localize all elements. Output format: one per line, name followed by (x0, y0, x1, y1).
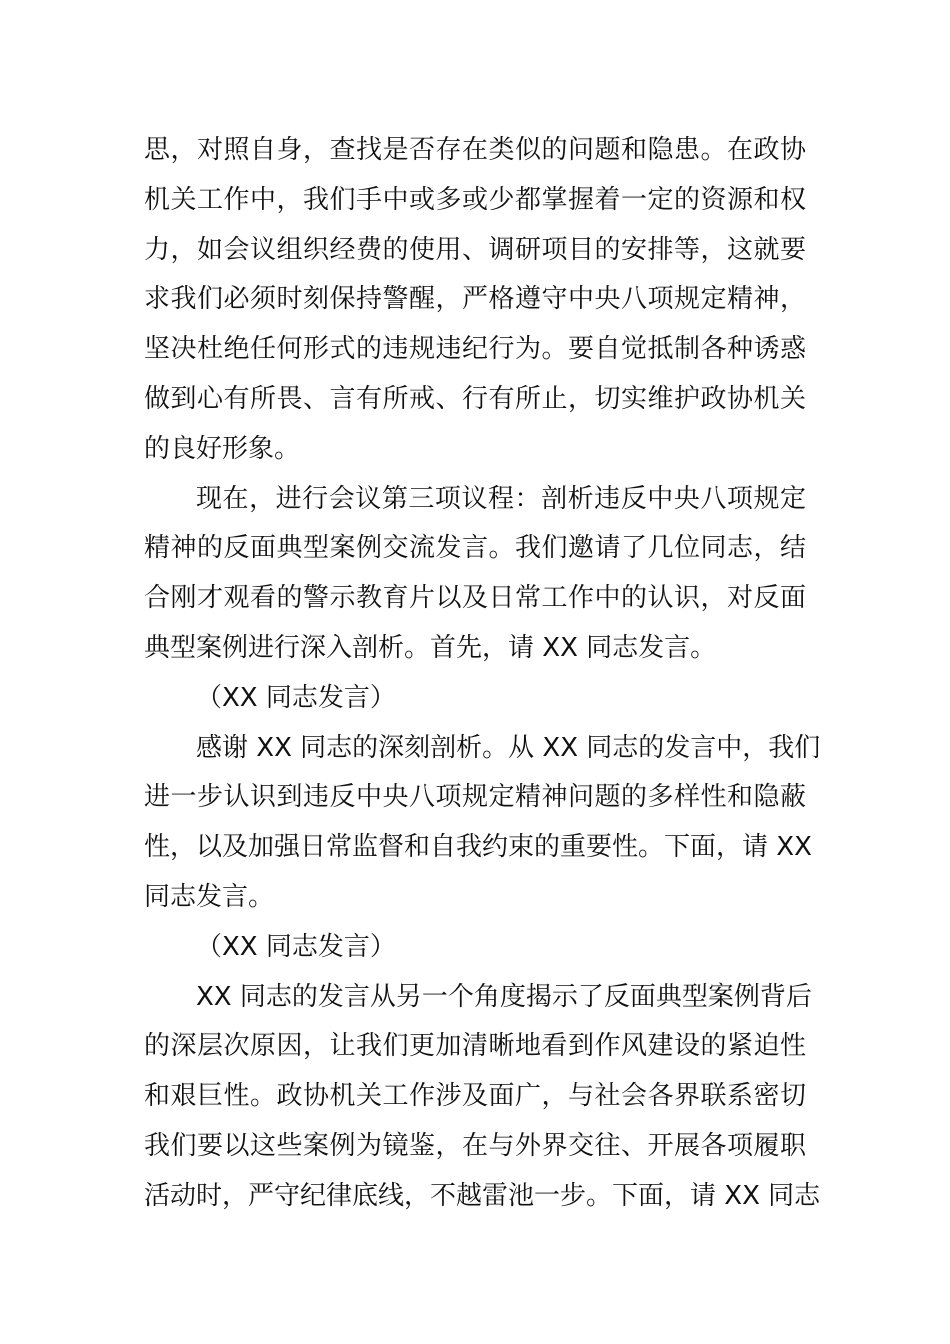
text-line: 合刚才观看的警示教育片以及日常工作中的认识，对反面 (144, 583, 806, 614)
paragraph-deeper-causes (144, 973, 821, 1222)
text-line: 求我们必须时刻保持警醒，严格遵守中央八项规定精神， (144, 284, 806, 315)
text-line: 精神的反面典型案例交流发言。我们邀请了几位同志，结 (144, 533, 806, 564)
text-line: 性，以及加强日常监督和自我约束的重要性。下面，请 XX (144, 832, 812, 863)
text-line: 的深层次原因，让我们更加清晰地看到作风建设的紧迫性 (144, 1031, 806, 1062)
text-line: 感谢 XX 同志的深刻剖析。从 XX 同志的发言中，我们 (196, 732, 821, 763)
text-line: 的良好形象。 (144, 433, 301, 464)
text-line: （XX 同志发言） (196, 931, 396, 962)
text-line: 和艰巨性。政协机关工作涉及面广，与社会各界联系密切 (144, 1081, 806, 1112)
text-line: 同志发言。 (144, 881, 275, 912)
text-line: 典型案例进行深入剖析。首先，请 XX 同志发言。 (144, 632, 717, 663)
paragraph-thanks (144, 724, 821, 923)
text-line: 我们要以这些案例为镜鉴，在与外界交往、开展各项履职 (144, 1130, 806, 1161)
text-line: 机关工作中，我们手中或多或少都掌握着一定的资源和权 (144, 184, 806, 215)
text-line: 现在，进行会议第三项议程：剖析违反中央八项规定 (196, 483, 806, 514)
speaker-note (144, 923, 806, 973)
text-line: 进一步认识到违反中央八项规定精神问题的多样性和隐蔽 (144, 782, 806, 813)
document-body (144, 126, 821, 1222)
paragraph-agenda-item-three (144, 475, 806, 674)
text-line: 做到心有所畏、言有所戒、行有所止，切实维护政协机关 (144, 383, 806, 414)
text-line: （XX 同志发言） (196, 682, 396, 713)
text-line: 思，对照自身，查找是否存在类似的问题和隐患。在政协 (144, 135, 806, 165)
text-line: 坚决杜绝任何形式的违规违纪行为。要自觉抵制各种诱惑 (144, 334, 806, 365)
text-line: 力，如会议组织经费的使用、调研项目的安排等，这就要 (144, 234, 806, 265)
paragraph-continuation (144, 126, 806, 475)
speaker-note (144, 674, 806, 724)
text-line: 活动时，严守纪律底线，不越雷池一步。下面，请 XX 同志 (144, 1180, 821, 1211)
text-line: XX 同志的发言从另一个角度揭示了反面典型案例背后 (196, 981, 812, 1012)
